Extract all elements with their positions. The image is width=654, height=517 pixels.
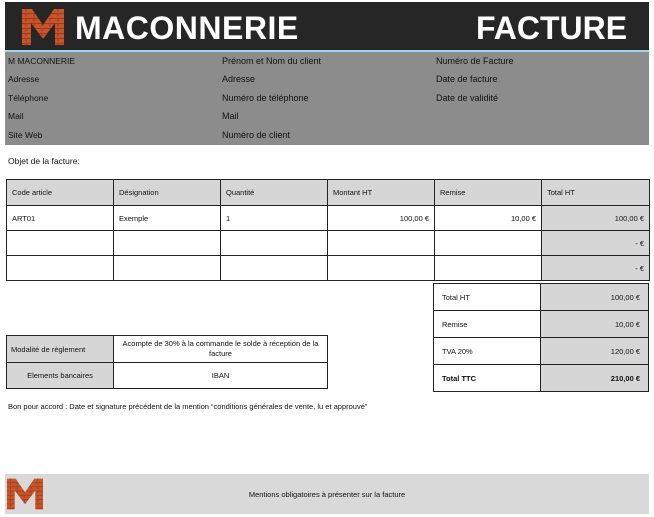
company-address: Adresse <box>8 74 40 84</box>
bank-details-label: Elements bancaires <box>7 363 114 389</box>
col-header-quantity: Quantité <box>221 180 328 206</box>
total-ht-label: Total HT <box>434 284 541 311</box>
document-title: FACTURE <box>476 10 628 46</box>
col-header-amount: Montant HT <box>328 180 435 206</box>
company-phone: Téléphone <box>8 93 49 103</box>
cell-amount[interactable]: 100,00 € <box>328 206 435 231</box>
discount-row <box>434 311 649 338</box>
company-mail: Mail <box>8 111 24 121</box>
cell-designation[interactable] <box>114 231 221 256</box>
cell-amount[interactable] <box>328 256 435 281</box>
payment-table <box>6 335 328 389</box>
footer-mentions: Mentions obligatoires à présenter sur la facture <box>248 490 406 499</box>
payment-terms-row <box>7 336 328 363</box>
payment-terms-label: Modalité de règlement <box>7 336 114 363</box>
col-header-total: Total HT <box>542 180 650 206</box>
invoice-validity: Date de validité <box>436 93 499 103</box>
invoice-object-label: Objet de la facture: <box>8 156 80 166</box>
cell-discount[interactable] <box>435 231 542 256</box>
cell-discount[interactable]: 10,00 € <box>435 206 542 231</box>
cell-code[interactable] <box>7 256 114 281</box>
totals-table <box>433 283 649 392</box>
client-name: Prénom et Nom du client <box>222 56 322 66</box>
cell-total: - € <box>542 231 650 256</box>
vat-label: TVA 20% <box>434 338 541 365</box>
cell-total: - € <box>542 256 650 281</box>
client-mail: Mail <box>222 111 239 121</box>
footer-banner <box>5 474 649 514</box>
cell-code[interactable]: ART01 <box>7 206 114 231</box>
payment-terms-value[interactable]: Acompte de 30% à la commande le solde à réception de la facture <box>114 336 328 363</box>
client-address: Adresse <box>222 74 256 84</box>
cell-discount[interactable] <box>435 256 542 281</box>
col-header-discount: Remise <box>435 180 542 206</box>
bank-details-value[interactable]: IBAN <box>114 363 328 389</box>
table-row <box>7 256 650 281</box>
vat-row <box>434 338 649 365</box>
col-header-code: Code article <box>7 180 114 206</box>
total-ttc-row <box>434 365 649 392</box>
vat-value: 120,00 € <box>541 338 649 365</box>
cell-total: 100,00 € <box>542 206 650 231</box>
company-name: M MACONNERIE <box>8 56 76 66</box>
cell-quantity[interactable] <box>221 231 328 256</box>
info-block <box>5 52 649 145</box>
discount-value: 10,00 € <box>541 311 649 338</box>
cell-quantity[interactable]: 1 <box>221 206 328 231</box>
total-ht-value: 100,00 € <box>541 284 649 311</box>
company-website: Site Web <box>8 130 43 140</box>
invoice-number: Numéro de Facture <box>436 56 514 66</box>
total-ttc-label: Total TTC <box>434 365 541 392</box>
client-phone: Numéro de téléphone <box>222 93 309 103</box>
table-row <box>7 206 650 231</box>
total-ttc-value: 210,00 € <box>541 365 649 392</box>
header-banner <box>5 2 649 50</box>
approval-text: Bon pour accord : Date et signature précédent de la mention “conditions générales de vente, lu et approuvé” <box>8 402 368 411</box>
brand-name: MACONNERIE <box>75 10 299 46</box>
client-number: Numéro de client <box>222 130 291 140</box>
bank-details-row <box>7 363 328 389</box>
col-header-designation: Désignation <box>114 180 221 206</box>
invoice-date: Date de facture <box>436 74 498 84</box>
cell-designation[interactable] <box>114 256 221 281</box>
table-row <box>7 231 650 256</box>
cell-quantity[interactable] <box>221 256 328 281</box>
table-header-row <box>7 180 650 206</box>
line-items-table <box>6 179 650 281</box>
cell-amount[interactable] <box>328 231 435 256</box>
cell-code[interactable] <box>7 231 114 256</box>
total-ht-row <box>434 284 649 311</box>
cell-designation[interactable]: Exemple <box>114 206 221 231</box>
logo-m-icon <box>22 9 64 45</box>
discount-label: Remise <box>434 311 541 338</box>
